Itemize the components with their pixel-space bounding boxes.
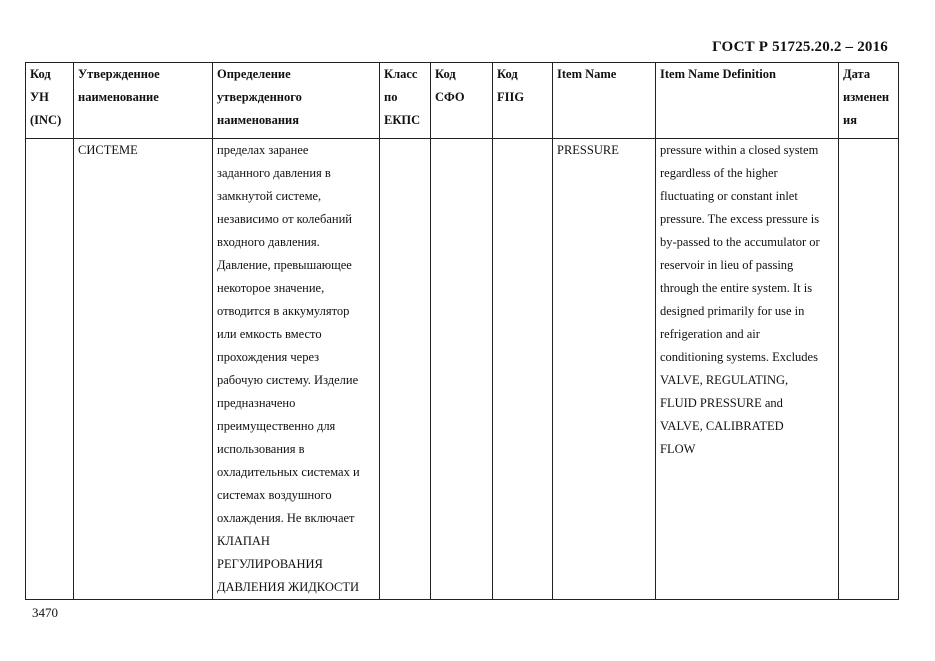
col-header-definition: Определение утвержденного наименования xyxy=(213,63,380,139)
col-header-item-name-definition: Item Name Definition xyxy=(656,63,839,139)
definition-line: входного давления. xyxy=(217,235,320,249)
definition-line: заданного давления в xyxy=(217,166,331,180)
cell-definition xyxy=(213,139,380,600)
cell-code-sfo xyxy=(431,139,493,600)
definition-line: Давление, превышающее xyxy=(217,258,352,272)
col-header-change-date: Дата изменен ия xyxy=(839,63,899,139)
cell-change-date xyxy=(839,139,899,600)
document-header: ГОСТ Р 51725.20.2 – 2016 xyxy=(712,39,888,55)
item-name-definition-line: FLOW xyxy=(660,442,696,456)
col-header-item-name: Item Name xyxy=(553,63,656,139)
definition-line: охлаждения. Не включает xyxy=(217,511,355,525)
cell-code-inc xyxy=(26,139,74,600)
item-name-definition-line: VALVE, CALIBRATED xyxy=(660,419,784,433)
item-name-definition-line: through the entire system. It is xyxy=(660,281,813,295)
definition-line: замкнутой системе, xyxy=(217,189,322,203)
item-name-definition-line: fluctuating or constant inlet xyxy=(660,189,798,203)
col-header-code-sfo: Код СФО xyxy=(431,63,493,139)
item-name-definition-line: conditioning systems. Excludes xyxy=(660,350,818,364)
col-header-approved-name: Утвержденное наименование xyxy=(74,63,213,139)
item-name-definition-line: reservoir in lieu of passing xyxy=(660,258,794,272)
definition-line: РЕГУЛИРОВАНИЯ xyxy=(217,557,323,571)
definition-line: преимущественно для xyxy=(217,419,336,433)
definition-line: ДАВЛЕНИЯ ЖИДКОСТИ xyxy=(217,580,360,594)
col-header-code-inc: Код УН (INC) xyxy=(26,63,74,139)
cell-approved-name: СИСТЕМЕ xyxy=(74,139,213,600)
cell-code-fiig xyxy=(493,139,553,600)
col-header-code-fiig: Код FIIG xyxy=(493,63,553,139)
definition-line: или емкость вместо xyxy=(217,327,322,341)
definition-line: прохождения через xyxy=(217,350,320,364)
definition-line: использования в xyxy=(217,442,305,456)
item-name-definition-line: VALVE, REGULATING, xyxy=(660,373,789,387)
definition-line: некоторое значение, xyxy=(217,281,325,295)
cell-item-name: PRESSURE xyxy=(553,139,656,600)
item-name-definition-line: pressure within a closed system xyxy=(660,143,819,157)
col-header-class-ekps: Класс по ЕКПС xyxy=(380,63,431,139)
item-name-definition-line: pressure. The excess pressure is xyxy=(660,212,820,226)
item-name-definition-line: by-passed to the accumulator or xyxy=(660,235,820,249)
item-name-definition-line: designed primarily for use in xyxy=(660,304,805,318)
item-name-definition-line: FLUID PRESSURE and xyxy=(660,396,783,410)
table-row xyxy=(26,139,899,600)
cell-class-ekps xyxy=(380,139,431,600)
page-number: 3470 xyxy=(32,605,58,620)
definition-line: системах воздушного xyxy=(217,488,332,502)
definition-line: рабочую систему. Изделие xyxy=(217,373,359,387)
item-name-definition-line: refrigeration and air xyxy=(660,327,760,341)
definition-line: независимо от колебаний xyxy=(217,212,352,226)
definition-line: предназначено xyxy=(217,396,296,410)
definition-line: отводится в аккумулятор xyxy=(217,304,350,318)
catalog-table xyxy=(25,62,899,600)
item-name-definition-line: regardless of the higher xyxy=(660,166,778,180)
definition-line: пределах заранее xyxy=(217,143,309,157)
cell-item-name-definition xyxy=(656,139,839,600)
definition-line: КЛАПАН xyxy=(217,534,270,548)
definition-line: охладительных системах и xyxy=(217,465,360,479)
table-header-row xyxy=(26,63,899,139)
